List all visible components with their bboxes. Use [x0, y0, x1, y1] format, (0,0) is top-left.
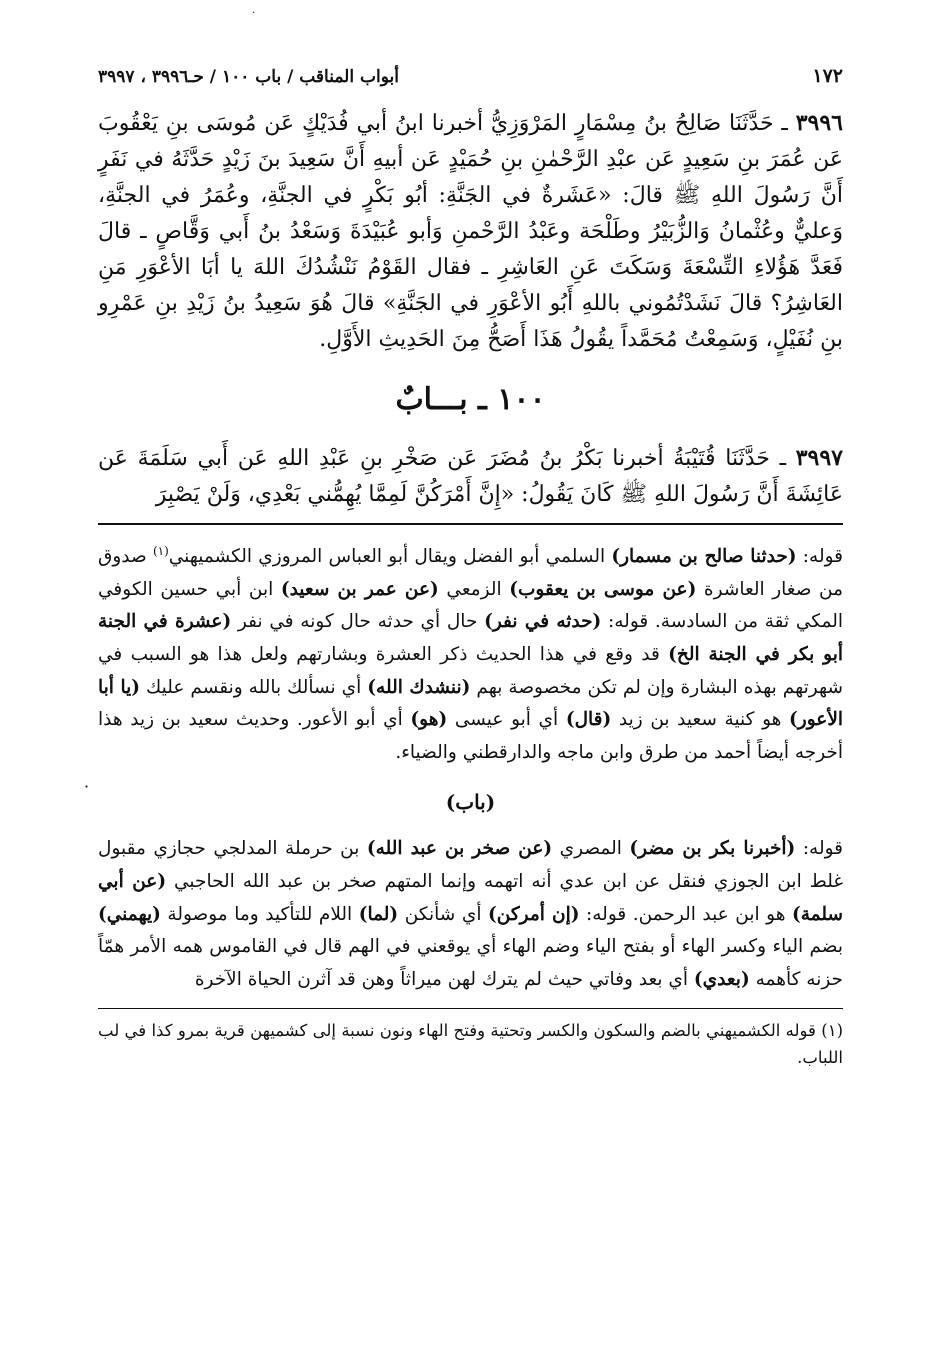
hadith-3997: [98, 440, 843, 513]
quoted-phrase: (بعدي): [693, 968, 750, 990]
text-run: بضم الياء وكسر الهاء أو بفتح الياء وضم الهاء أي يوقعني في الهم قال في القاموس همه الأمر همّاً حزنه كأهمه: [98, 936, 843, 990]
quoted-phrase: (عن عمر بن سعيد): [280, 578, 439, 600]
scan-dot: ·: [252, 8, 256, 19]
text-run: قوله:: [795, 838, 844, 860]
text-run: قوله:: [796, 546, 843, 568]
text-run: السلمي أبو الفضل ويقال أبو العباس المروزي الكشميهني: [168, 546, 612, 568]
quoted-phrase: (لما): [358, 903, 399, 925]
text-run: أي نسألك بالله ونقسم عليك: [140, 676, 368, 698]
text-run: بن حرملة المدلجي حجازي مقبول غلط ابن الجوزي فنقل عن ابن عدي أنه اتهمه وإنما المتهم صخر بن عبد الله الحاجبي: [98, 838, 843, 892]
running-head: [98, 62, 843, 91]
scan-mark: ·: [84, 777, 90, 796]
hadith-text: [98, 105, 843, 513]
footnote-ref: (١): [152, 544, 169, 558]
footnote: (١) قوله الكشميهني بالضم والسكون والكسر وتحتية وفتح الهاء ونون نسبة إلى كشميهن قرية بمرو كذا في لب اللباب.: [98, 1021, 843, 1068]
text-run: أي أبو عيسى: [447, 709, 566, 731]
quoted-phrase: (حدثه في نفر): [484, 611, 602, 633]
text-run: هو كنية سعيد بن زيد: [611, 709, 790, 731]
hadith-3996: [98, 105, 843, 358]
running-title: أبواب المناقب / باب ١٠٠ / حـ٣٩٩٦ ، ٣٩٩٧: [98, 67, 399, 87]
commentary-paragraph: [98, 535, 843, 769]
hadith-number: ٣٩٩٦: [795, 110, 843, 136]
quoted-phrase: (يهمني): [98, 903, 161, 925]
commentary-chapter-heading: (باب): [445, 790, 496, 815]
text-run: هو ابن عبد الرحمن. قوله:: [579, 903, 792, 925]
hadith-number: ٣٩٩٧: [795, 445, 843, 471]
text-run: اللام للتأكيد وما موصولة: [160, 903, 359, 925]
quoted-phrase: (إن أمركن): [488, 903, 580, 925]
quoted-phrase: (يا أبا الأعور): [98, 676, 844, 731]
quoted-phrase: (أخبرنا بكر بن مضر): [629, 838, 796, 860]
divider: [98, 523, 843, 525]
hadith-body: ـ حَدَّثَنَا صَالِحُ بنُ مِسْمَارٍ المَرْوَزِيُّ أخبرنا ابنُ أبي فُدَيْكٍ عَن مُوسَى بنِ يَعْقُوبَ عَن عُمَرَ بنِ سَعِيدٍ عَن عبْدِ الرَّحْمٰنِ بنِ حُمَيْدٍ عَن أبيهِ أَنَّ سَعِيدَ بنَ زَيْدٍ حَدَّثَهُ في نَفَرٍ أَنَّ رَسُولَ اللهِ ﷺ قالَ: «عَشَرةٌ في الجَنَّةِ: أبُو بَكْرٍ في الجنَّةِ، وعُمَرُ في الجنَّةِ، وَعليٌّ وعُثْمانُ وَالزُّبَيْرُ وطَلْحَة وعَبْدُ الرَّحْمنِ وَأبو عُبَيْدَةَ وَسَعْدُ بنُ أَبي وَقَّاصٍ ـ قالَ فَعَدَّ هَؤُلاءِ التِّسْعَةَ وَسَكَتَ عَنِ العَاشِرِ ـ فقال القَوْمُ نَنْشُدُكَ اللهَ يا أبَا الأعْوَرِ مَنِ العَاشِرُ؟ قالَ نَشَدْتُمُوني باللهِ أَبُو الأعْوَرِ في الجَنَّةِ» قالَ هُوَ سَعِيدُ بنُ زَيْدِ بنِ عَمْرِو بنِ نُفَيْلٍ، وَسَمِعْتُ مُحَمَّداً يقُولُ هَذَا أَصَحُّ مِنَ الحَدِيثِ الأَوَّلِ.: [98, 111, 843, 352]
text-run: أي شأنكن: [398, 903, 489, 925]
text-run: أي أبو الأعور. وحديث سعيد بن زيد هذا أخرجه أيضاً أحمد من طرق وابن ماجه والدارقطني والضياء.: [98, 709, 843, 763]
text-run: أي بعد وفاتي حيث لم يترك لهن ميراثاً وهن قد آثرن الحياة الآخرة: [194, 968, 694, 990]
text-run: المصري: [552, 838, 630, 860]
text-run: ابن أبي حسين الكوفي المكي ثقة من السادسة. قوله:: [98, 578, 844, 633]
chapter-heading: ١٠٠ ـ بـــابٌ: [395, 382, 546, 417]
quoted-phrase: (عن أبي سلمة): [98, 870, 843, 925]
text-run: قد وقع في هذا الحديث ذكر العشرة وبشارتهم ولعل هذا هو السبب في شهرتهم بهذه البشارة وإن لم تكن مخصوصة بهم: [98, 643, 844, 698]
commentary-paragraph: [98, 833, 843, 996]
text-run: حال أي حدثه حال كونه في نفر: [231, 611, 485, 633]
quoted-phrase: (ننشدك الله): [367, 676, 471, 698]
quoted-phrase: (حدثنا صالح بن مسمار): [611, 546, 797, 568]
text-run: صدوق من صغار العاشرة: [98, 546, 844, 600]
commentary: [98, 535, 843, 996]
quoted-phrase: (قال): [565, 709, 612, 731]
footnote-divider: [98, 1008, 843, 1009]
quoted-phrase: (هو): [410, 709, 448, 731]
quoted-phrase: (عن صخر بن عبد الله): [366, 838, 553, 860]
text-run: الزمعي: [438, 578, 510, 600]
hadith-body: ـ حَدَّثَنَا قُتَيْبَةُ أخبرنا بَكْرُ بنُ مُضَرَ عَن صَخْرِ بنِ عَبْدِ اللهِ عَن أَبي سَلَمَةَ عَن عَائِشَةَ أَنَّ رَسُولَ اللهِ ﷺ كَانَ يَقُولُ: «إِنَّ أَمْرَكُنَّ لَمِمَّا يُهِمُّني بَعْدِي، وَلَنْ يَصْبِرَ: [98, 446, 843, 507]
quoted-phrase: (عشرة في الجنة أبو بكر في الجنة الخ): [98, 611, 843, 665]
quoted-phrase: (عن موسى بن يعقوب): [509, 578, 697, 600]
page-number: ١٧٢: [812, 65, 843, 87]
